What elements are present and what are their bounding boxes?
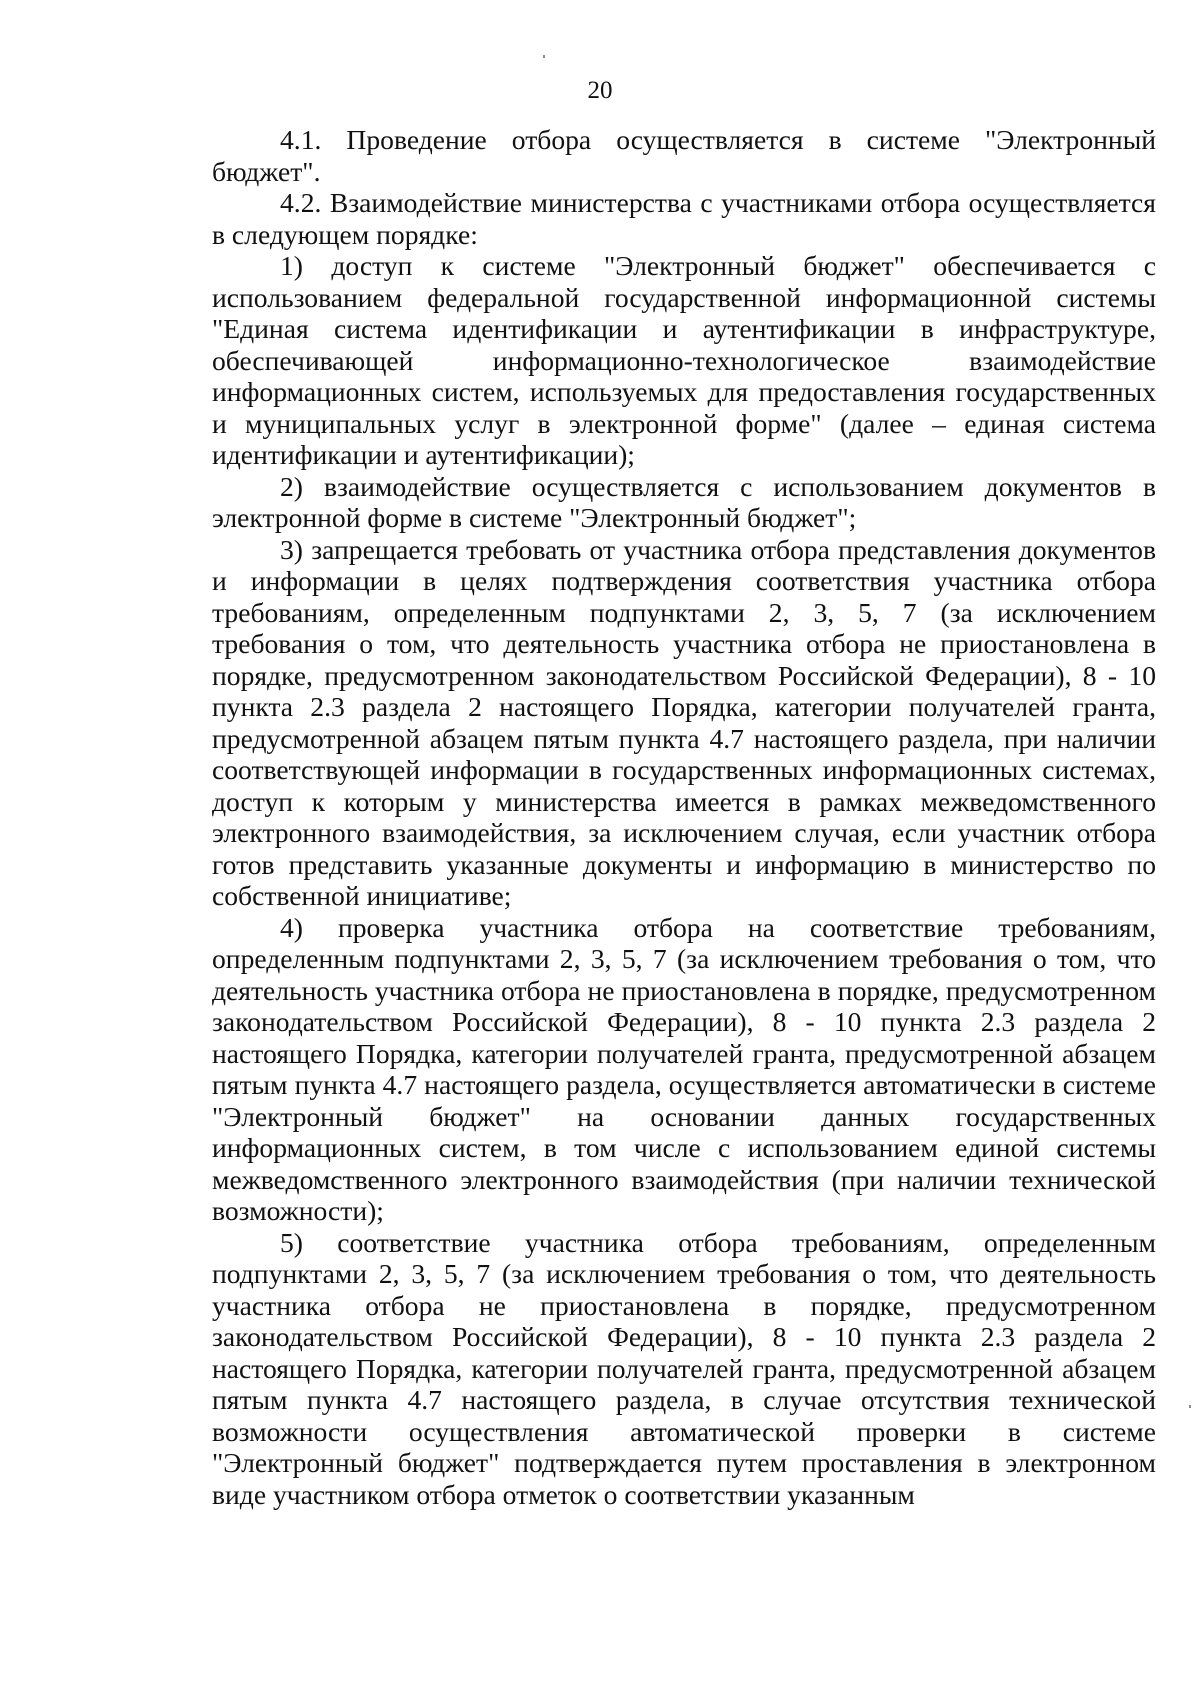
page-number: 20 — [587, 77, 613, 104]
paragraph-4-2: 4.2. Взаимодействие министерства с участниками отбора осуществляется в следующем порядке: — [212, 187, 1156, 250]
list-item-5: 5) соответствие участника отбора требованиям, определенным подпунктами 2, 3, 5, 7 (за исключением требования о том, что деятельность участника отбора не приостановлена в порядке, предусмотренном законодательством Российской Федерации), 8 - 10 пункта 2.3 раздела 2 настоящего Порядка, категории получателей гранта, предусмотренной абзацем пятым пункта 4.7 настоящего раздела, в случае отсутствия технической возможности осуществления автоматической проверки в системе "Электронный бюджет" подтверждается путем проставления в электронном виде участником отбора отметок о соответствии указанным — [212, 1226, 1156, 1510]
list-item-2: 2) взаимодействие осуществляется с использованием документов в электронной форме в системе "Электронный бюджет"; — [212, 470, 1156, 533]
list-item-3: 3) запрещается требовать от участника отбора представления документов и информации в целях подтверждения соответствия участника отбора требованиям, определенным подпунктами 2, 3, 5, 7 (за исключением требования о том, что деятельность участника отбора не приостановлена в порядке, предусмотренном законодательством Российской Федерации), 8 - 10 пункта 2.3 раздела 2 настоящего Порядка, категории получателей гранта, предусмотренной абзацем пятым пункта 4.7 настоящего раздела, при наличии соответствующей информации в государственных информационных системах, доступ к которым у министерства имеется в рамках межведомственного электронного взаимодействия, за исключением случая, если участник отбора готов представить указанные документы и информацию в министерство по собственной инициативе; — [212, 533, 1156, 911]
list-item-1: 1) доступ к системе "Электронный бюджет" обеспечивается с использованием федеральной государственной информационной системы "Единая система идентификации и аутентификации в инфраструктуре, обеспечивающей информационно-технологическое взаимодействие информационных систем, используемых для предоставления государственных и муниципальных услуг в электронной форме" (далее – единая система идентификации и аутентификации); — [212, 250, 1156, 470]
scan-dust-mark — [1189, 1405, 1191, 1408]
list-item-4: 4) проверка участника отбора на соответствие требованиям, определенным подпунктами 2, 3, 5, 7 (за исключением требования о том, что деятельность участника отбора не приостановлена в порядке, предусмотренном законодательством Российской Федерации), 8 - 10 пункта 2.3 раздела 2 настоящего Порядка, категории получателей гранта, предусмотренной абзацем пятым пункта 4.7 настоящего раздела, осуществляется автоматически в системе "Электронный бюджет" на основании данных государственных информационных систем, в том числе с использованием единой системы межведомственного электронного взаимодействия (при наличии технической возможности); — [212, 911, 1156, 1226]
scan-dust-mark — [543, 55, 545, 58]
paragraph-4-1: 4.1. Проведение отбора осуществляется в системе "Электронный бюджет". — [212, 124, 1156, 187]
document-body — [212, 124, 1156, 1510]
